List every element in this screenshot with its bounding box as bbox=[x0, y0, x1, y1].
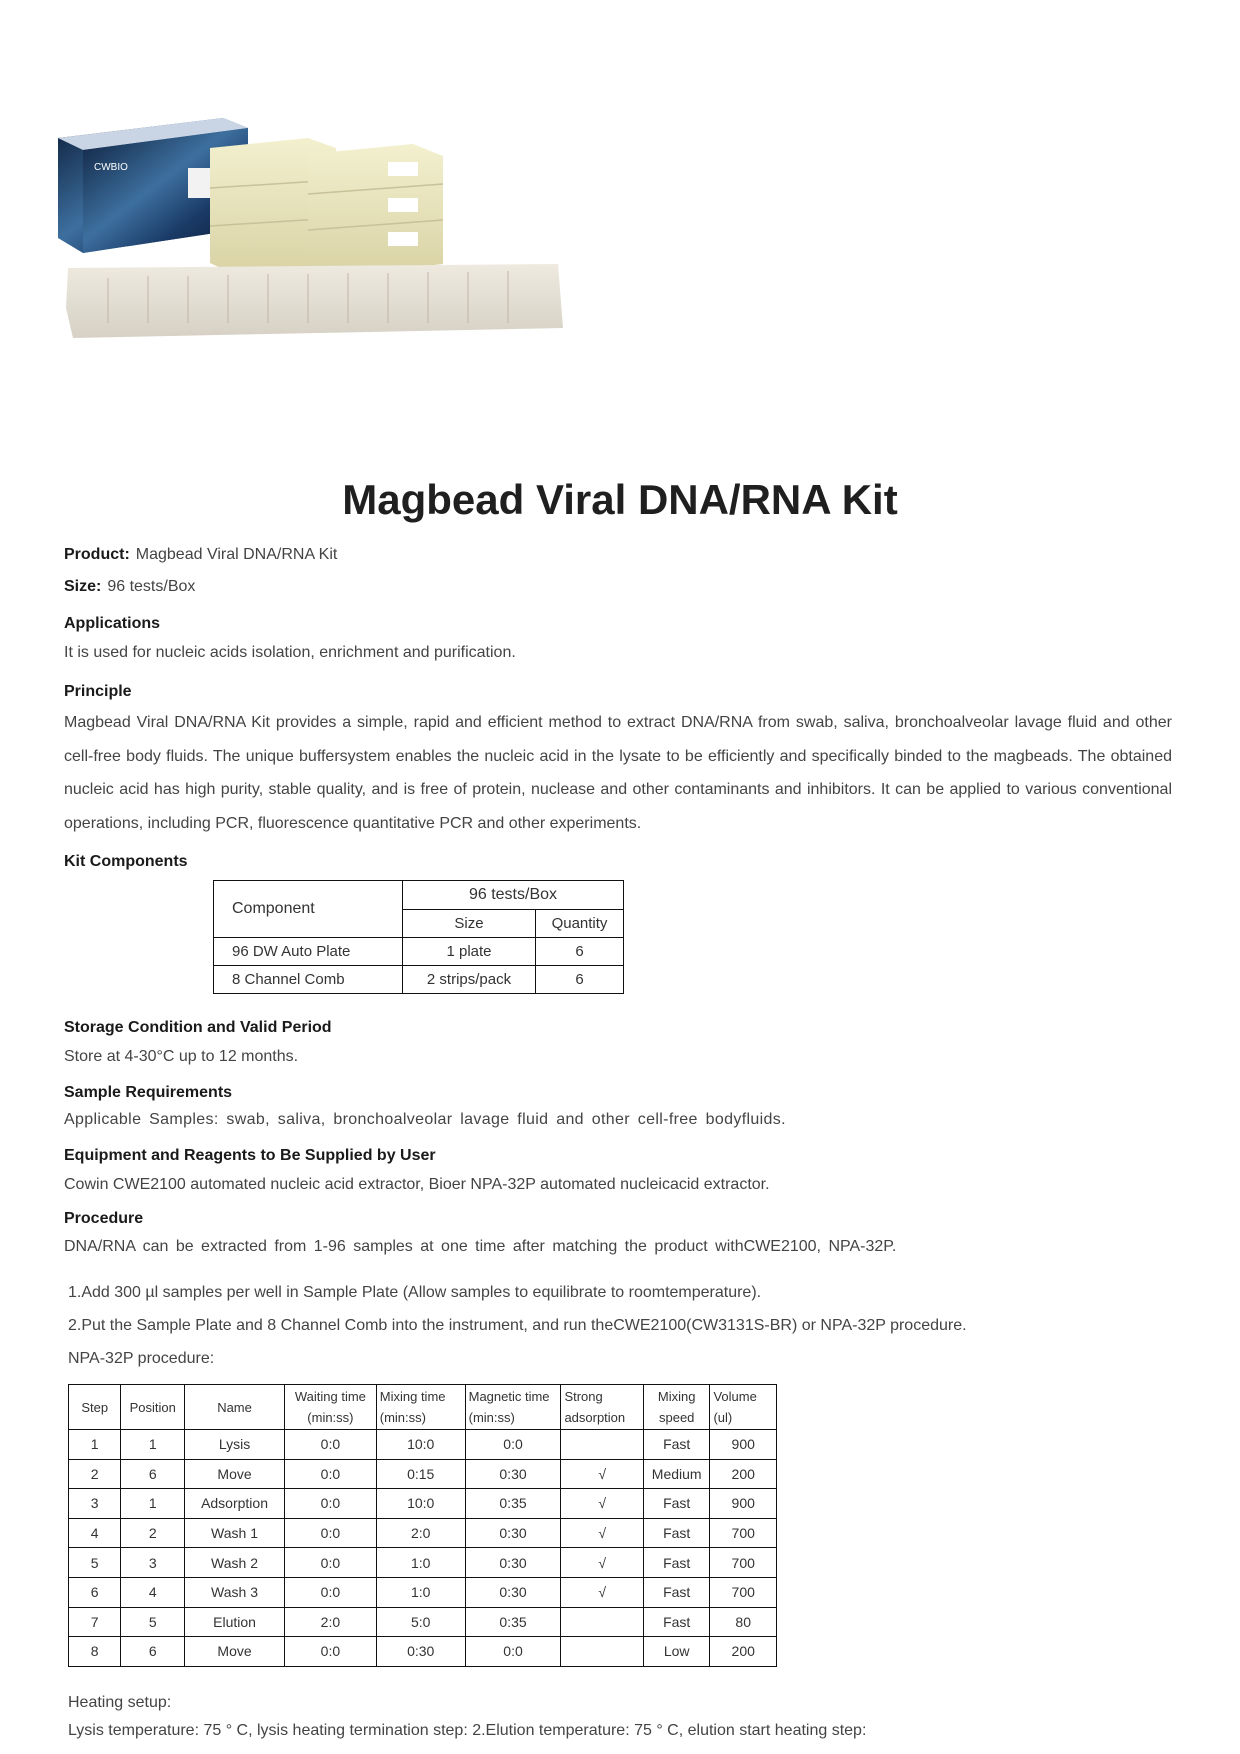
name-cell: Wash 2 bbox=[185, 1548, 285, 1578]
mixing-cell: 2:0 bbox=[376, 1518, 465, 1548]
mixing-cell: 1:0 bbox=[376, 1548, 465, 1578]
size-line bbox=[64, 578, 195, 596]
header-strong-1: Strong bbox=[564, 1389, 603, 1404]
speed-cell: Fast bbox=[643, 1489, 709, 1519]
speed-cell: Fast bbox=[643, 1548, 709, 1578]
speed-cell: Medium bbox=[643, 1459, 709, 1489]
name-cell: Wash 3 bbox=[185, 1577, 285, 1607]
magnetic-cell: 0:0 bbox=[465, 1637, 561, 1667]
strong-cell bbox=[561, 1430, 644, 1460]
table-row bbox=[69, 1577, 777, 1607]
magnetic-cell: 0:30 bbox=[465, 1548, 561, 1578]
name-cell: Wash 1 bbox=[185, 1518, 285, 1548]
header-step: Step bbox=[69, 1385, 121, 1430]
mixing-cell: 0:15 bbox=[376, 1459, 465, 1489]
svg-text:CWBIO: CWBIO bbox=[94, 162, 128, 173]
mixing-cell: 1:0 bbox=[376, 1577, 465, 1607]
table-row bbox=[69, 1548, 777, 1578]
kit-components-heading: Kit Components bbox=[64, 853, 188, 870]
header-magnetic-1: Magnetic time bbox=[468, 1389, 550, 1404]
applications-text: It is used for nucleic acids isolation, enrichment and purification. bbox=[64, 644, 516, 661]
step-cell: 3 bbox=[69, 1489, 121, 1519]
header-mixing bbox=[376, 1385, 465, 1430]
name-cell: Move bbox=[185, 1459, 285, 1489]
step-cell: 2 bbox=[69, 1459, 121, 1489]
table-row bbox=[69, 1637, 777, 1667]
product-photo bbox=[58, 118, 568, 376]
position-cell: 3 bbox=[121, 1548, 185, 1578]
position-cell: 1 bbox=[121, 1489, 185, 1519]
magnetic-cell: 0:30 bbox=[465, 1459, 561, 1489]
table-row bbox=[69, 1459, 777, 1489]
header-volume-2: (ul) bbox=[713, 1410, 733, 1425]
step-cell: 7 bbox=[69, 1607, 121, 1637]
header-strong bbox=[561, 1385, 644, 1430]
table-row bbox=[69, 1518, 777, 1548]
page-title: Magbead Viral DNA/RNA Kit bbox=[342, 476, 898, 523]
equipment-heading: Equipment and Reagents to Be Supplied by User bbox=[64, 1147, 436, 1164]
table-row bbox=[69, 1430, 777, 1460]
table-row bbox=[69, 1489, 777, 1519]
magnetic-cell: 0:0 bbox=[465, 1430, 561, 1460]
step-cell: 8 bbox=[69, 1637, 121, 1667]
sample-text: Applicable Samples: swab, saliva, bronchoalveolar lavage fluid and other cell-free bodyfluids. bbox=[64, 1111, 786, 1128]
magnetic-cell: 0:30 bbox=[465, 1518, 561, 1548]
product-label: Product: bbox=[64, 546, 130, 563]
waiting-cell: 0:0 bbox=[285, 1518, 377, 1548]
header-speed-2: speed bbox=[658, 1410, 695, 1425]
waiting-cell: 0:0 bbox=[285, 1489, 377, 1519]
volume-cell: 200 bbox=[710, 1637, 777, 1667]
procedure-step-2: 2.Put the Sample Plate and 8 Channel Comb into the instrument, and run theCWE2100(CW3131S-BR) or NPA-32P procedure. bbox=[68, 1317, 967, 1334]
procedure-table-label: NPA-32P procedure: bbox=[68, 1350, 215, 1367]
magnetic-cell: 0:35 bbox=[465, 1489, 561, 1519]
header-speed bbox=[643, 1385, 709, 1430]
speed-cell: Fast bbox=[643, 1518, 709, 1548]
step-cell: 1 bbox=[69, 1430, 121, 1460]
component-cell: 96 DW Auto Plate bbox=[214, 938, 403, 966]
kit-components-table bbox=[213, 880, 624, 994]
table-row bbox=[214, 938, 624, 966]
position-cell: 6 bbox=[121, 1637, 185, 1667]
quantity-cell: 6 bbox=[536, 938, 624, 966]
magnetic-cell: 0:35 bbox=[465, 1607, 561, 1637]
strong-cell: √ bbox=[561, 1548, 644, 1578]
strong-cell bbox=[561, 1607, 644, 1637]
procedure-intro: DNA/RNA can be extracted from 1-96 samples at one time after matching the product withCWE2100, NPA-32P. bbox=[64, 1238, 897, 1255]
step-cell: 5 bbox=[69, 1548, 121, 1578]
col-component: Component bbox=[214, 881, 403, 938]
step-cell: 6 bbox=[69, 1577, 121, 1607]
name-cell: Move bbox=[185, 1637, 285, 1667]
col-size: Size bbox=[403, 910, 536, 938]
volume-cell: 80 bbox=[710, 1607, 777, 1637]
volume-cell: 700 bbox=[710, 1518, 777, 1548]
speed-cell: Fast bbox=[643, 1607, 709, 1637]
size-label: Size: bbox=[64, 578, 102, 595]
position-cell: 5 bbox=[121, 1607, 185, 1637]
header-speed-1: Mixing bbox=[657, 1389, 696, 1404]
header-waiting bbox=[285, 1385, 377, 1430]
header-waiting-1: Waiting time bbox=[294, 1389, 366, 1404]
header-mixing-2: (min:ss) bbox=[379, 1410, 426, 1425]
volume-cell: 900 bbox=[710, 1430, 777, 1460]
procedure-heading: Procedure bbox=[64, 1210, 144, 1227]
strong-cell: √ bbox=[561, 1489, 644, 1519]
heating-text: Lysis temperature: 75 ° C, lysis heating termination step: 2.Elution temperature: 75 ° C, elution start heating step: bbox=[68, 1722, 867, 1739]
size-value: 96 tests/Box bbox=[107, 578, 196, 595]
procedure-step-1: 1.Add 300 µl samples per well in Sample Plate (Allow samples to equilibrate to roomtemperature). bbox=[68, 1284, 762, 1301]
volume-cell: 200 bbox=[710, 1459, 777, 1489]
procedure-table bbox=[68, 1384, 777, 1667]
volume-cell: 700 bbox=[710, 1548, 777, 1578]
header-volume bbox=[710, 1385, 777, 1430]
header-waiting-2: (min:ss) bbox=[307, 1410, 354, 1425]
mixing-cell: 10:0 bbox=[376, 1430, 465, 1460]
principle-text: Magbead Viral DNA/RNA Kit provides a simple, rapid and efficient method to extract DNA/RNA from swab, saliva, bronchoalveolar lavage fluid and other cell-free body fluids. The unique buffersystem enables the nucleic acid in the lysate to be efficiently and specifically binded to the magbeads. The obtained nucleic acid has high purity, stable quality, and is free of protein, nuclease and other contaminants and inhibitors. It can be applied to various conventional operations, including PCR, fluorescence quantitative PCR and other experiments. bbox=[64, 714, 1172, 832]
mixing-cell: 5:0 bbox=[376, 1607, 465, 1637]
step-cell: 4 bbox=[69, 1518, 121, 1548]
component-cell: 8 Channel Comb bbox=[214, 966, 403, 994]
position-cell: 4 bbox=[121, 1577, 185, 1607]
storage-heading: Storage Condition and Valid Period bbox=[64, 1019, 332, 1036]
name-cell: Elution bbox=[185, 1607, 285, 1637]
header-strong-2: adsorption bbox=[564, 1410, 626, 1425]
speed-cell: Fast bbox=[643, 1430, 709, 1460]
mixing-cell: 0:30 bbox=[376, 1637, 465, 1667]
speed-cell: Low bbox=[643, 1637, 709, 1667]
principle-heading: Principle bbox=[64, 683, 132, 700]
speed-cell: Fast bbox=[643, 1577, 709, 1607]
sample-heading: Sample Requirements bbox=[64, 1084, 233, 1101]
waiting-cell: 2:0 bbox=[285, 1607, 377, 1637]
product-line bbox=[64, 546, 337, 564]
header-magnetic-2: (min:ss) bbox=[468, 1410, 515, 1425]
applications-heading: Applications bbox=[64, 615, 161, 632]
name-cell: Adsorption bbox=[185, 1489, 285, 1519]
strong-cell bbox=[561, 1637, 644, 1667]
magnetic-cell: 0:30 bbox=[465, 1577, 561, 1607]
waiting-cell: 0:0 bbox=[285, 1637, 377, 1667]
volume-cell: 700 bbox=[710, 1577, 777, 1607]
mixing-cell: 10:0 bbox=[376, 1489, 465, 1519]
header-mixing-1: Mixing time bbox=[379, 1389, 446, 1404]
volume-cell: 900 bbox=[710, 1489, 777, 1519]
strong-cell: √ bbox=[561, 1577, 644, 1607]
strong-cell: √ bbox=[561, 1518, 644, 1548]
waiting-cell: 0:0 bbox=[285, 1459, 377, 1489]
equipment-text: Cowin CWE2100 automated nucleic acid extractor, Bioer NPA-32P automated nucleicacid extractor. bbox=[64, 1176, 770, 1193]
header-magnetic bbox=[465, 1385, 561, 1430]
strong-cell: √ bbox=[561, 1459, 644, 1489]
name-cell: Lysis bbox=[185, 1430, 285, 1460]
waiting-cell: 0:0 bbox=[285, 1430, 377, 1460]
position-cell: 1 bbox=[121, 1430, 185, 1460]
waiting-cell: 0:0 bbox=[285, 1577, 377, 1607]
col-quantity: Quantity bbox=[536, 910, 624, 938]
product-value: Magbead Viral DNA/RNA Kit bbox=[135, 546, 338, 563]
header-name: Name bbox=[185, 1385, 285, 1430]
heating-label: Heating setup: bbox=[68, 1694, 172, 1711]
storage-text: Store at 4-30°C up to 12 months. bbox=[64, 1048, 299, 1065]
position-cell: 2 bbox=[121, 1518, 185, 1548]
col-group: 96 tests/Box bbox=[403, 881, 624, 910]
header-volume-1: Volume bbox=[713, 1389, 757, 1404]
waiting-cell: 0:0 bbox=[285, 1548, 377, 1578]
position-cell: 6 bbox=[121, 1459, 185, 1489]
size-cell: 2 strips/pack bbox=[403, 966, 536, 994]
quantity-cell: 6 bbox=[536, 966, 624, 994]
table-row bbox=[69, 1607, 777, 1637]
table-row bbox=[214, 966, 624, 994]
size-cell: 1 plate bbox=[403, 938, 536, 966]
header-position: Position bbox=[121, 1385, 185, 1430]
